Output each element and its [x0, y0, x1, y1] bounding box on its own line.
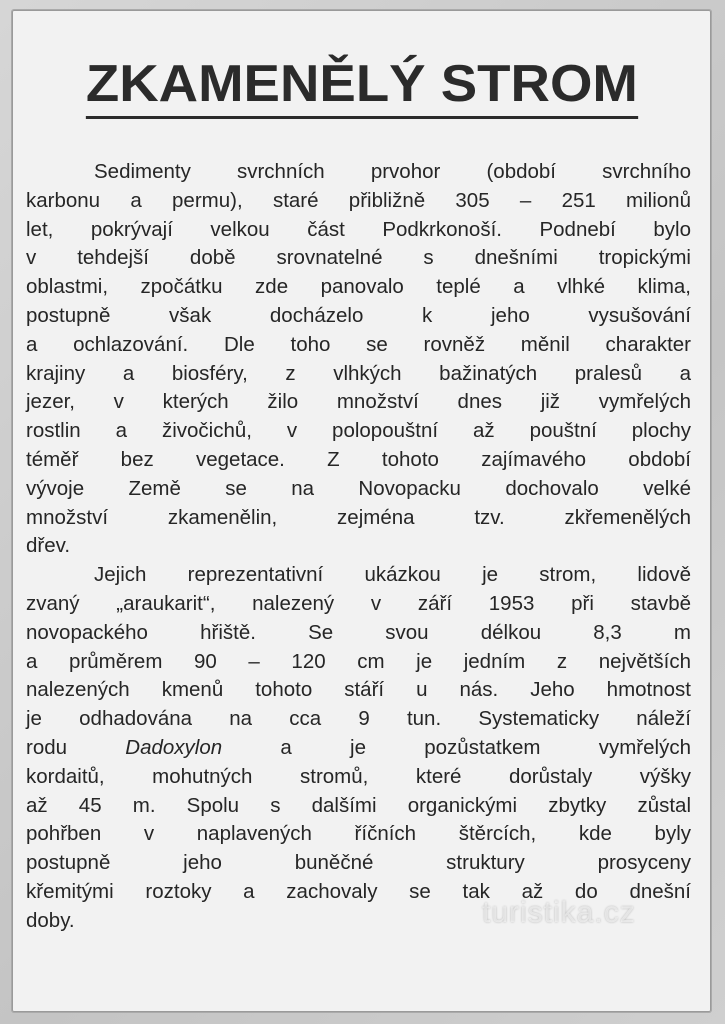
paragraph-2-line: Jejich reprezentativní ukázkou je strom, lidově	[94, 563, 691, 587]
paragraph-1-line: vývoje Země se na Novopacku dochovalo velké	[26, 476, 691, 500]
paragraph-2-italic-line	[26, 734, 691, 763]
paragraph-1-line: let, pokrývají velkou část Podkrkonoší. Podnebí bylo	[26, 217, 691, 241]
paragraph-2-line: kordaitů, mohutných stromů, které dorůstaly výšky	[26, 764, 691, 788]
paragraph-2-line: pohřben v naplavených říčních štěrcích, kde byly	[26, 822, 691, 846]
paragraph-2-line: a průměrem 90 – 120 cm je jedním z největších	[26, 649, 691, 673]
sign-body	[26, 158, 691, 936]
paragraph-1-line: postupně však docházelo k jeho vysušování	[26, 303, 691, 327]
paragraph-2-line: křemitými roztoky a zachovaly se tak až do dnešní	[26, 879, 691, 903]
paragraph-2-line: zvaný „araukarit“, nalezený v září 1953 při stavbě	[26, 591, 691, 615]
paragraph-1-line: a ochlazování. Dle toho se rovněž měnil charakter	[26, 332, 691, 356]
paragraph-1-line: oblastmi, zpočátku zde panovalo teplé a vlhké klima,	[26, 275, 691, 299]
watermark: turistika.cz	[482, 896, 636, 929]
paragraph-1-line: v tehdejší době srovnatelné s dnešními tropickými	[26, 246, 691, 270]
information-sign	[12, 10, 711, 1012]
paragraph-2-line: nalezených kmenů tohoto stáří u nás. Jeho hmotnost	[26, 678, 691, 702]
paragraph-1-line: téměř bez vegetace. Z tohoto zajímavého období	[26, 447, 691, 471]
paragraph-2-line: postupně jeho buněčné struktury prosyceny	[26, 851, 691, 875]
paragraph-1-line: rostlin a živočichů, v polopouštní až pouštní plochy	[26, 419, 691, 443]
paragraph-2-line: je odhadována na cca 9 tun. Systematicky náleží	[26, 707, 691, 731]
line-suffix: a je pozůstatkem vymřelých	[222, 735, 691, 759]
genus-name: Dadoxylon	[125, 735, 223, 759]
paragraph-1-line: krajiny a biosféry, z vlhkých bažinatých pralesů a	[26, 361, 691, 385]
paragraph-2-line: doby.	[26, 908, 75, 932]
paragraph-2-line: až 45 m. Spolu s dalšími organickými zbytky zůstal	[26, 793, 691, 817]
sign-title-text: ZKAMENĚLÝ STROM	[85, 58, 637, 119]
paragraph-1-line: jezer, v kterých žilo množství dnes již vymřelých	[26, 390, 691, 414]
paragraph-1-line: Sedimenty svrchních prvohor (období svrchního	[94, 160, 691, 183]
line-prefix: rodu	[26, 735, 126, 759]
paragraph-1-line: karbonu a permu), staré přibližně 305 – 251 milionů	[26, 188, 691, 212]
sign-title	[12, 55, 711, 119]
paragraph-1-line: dřev.	[26, 534, 71, 558]
paragraph-1-line: množství zkamenělin, zejména tzv. zkřemenělých	[26, 505, 691, 529]
paragraph-2-line: novopackého hřiště. Se svou délkou 8,3 m	[26, 620, 691, 644]
